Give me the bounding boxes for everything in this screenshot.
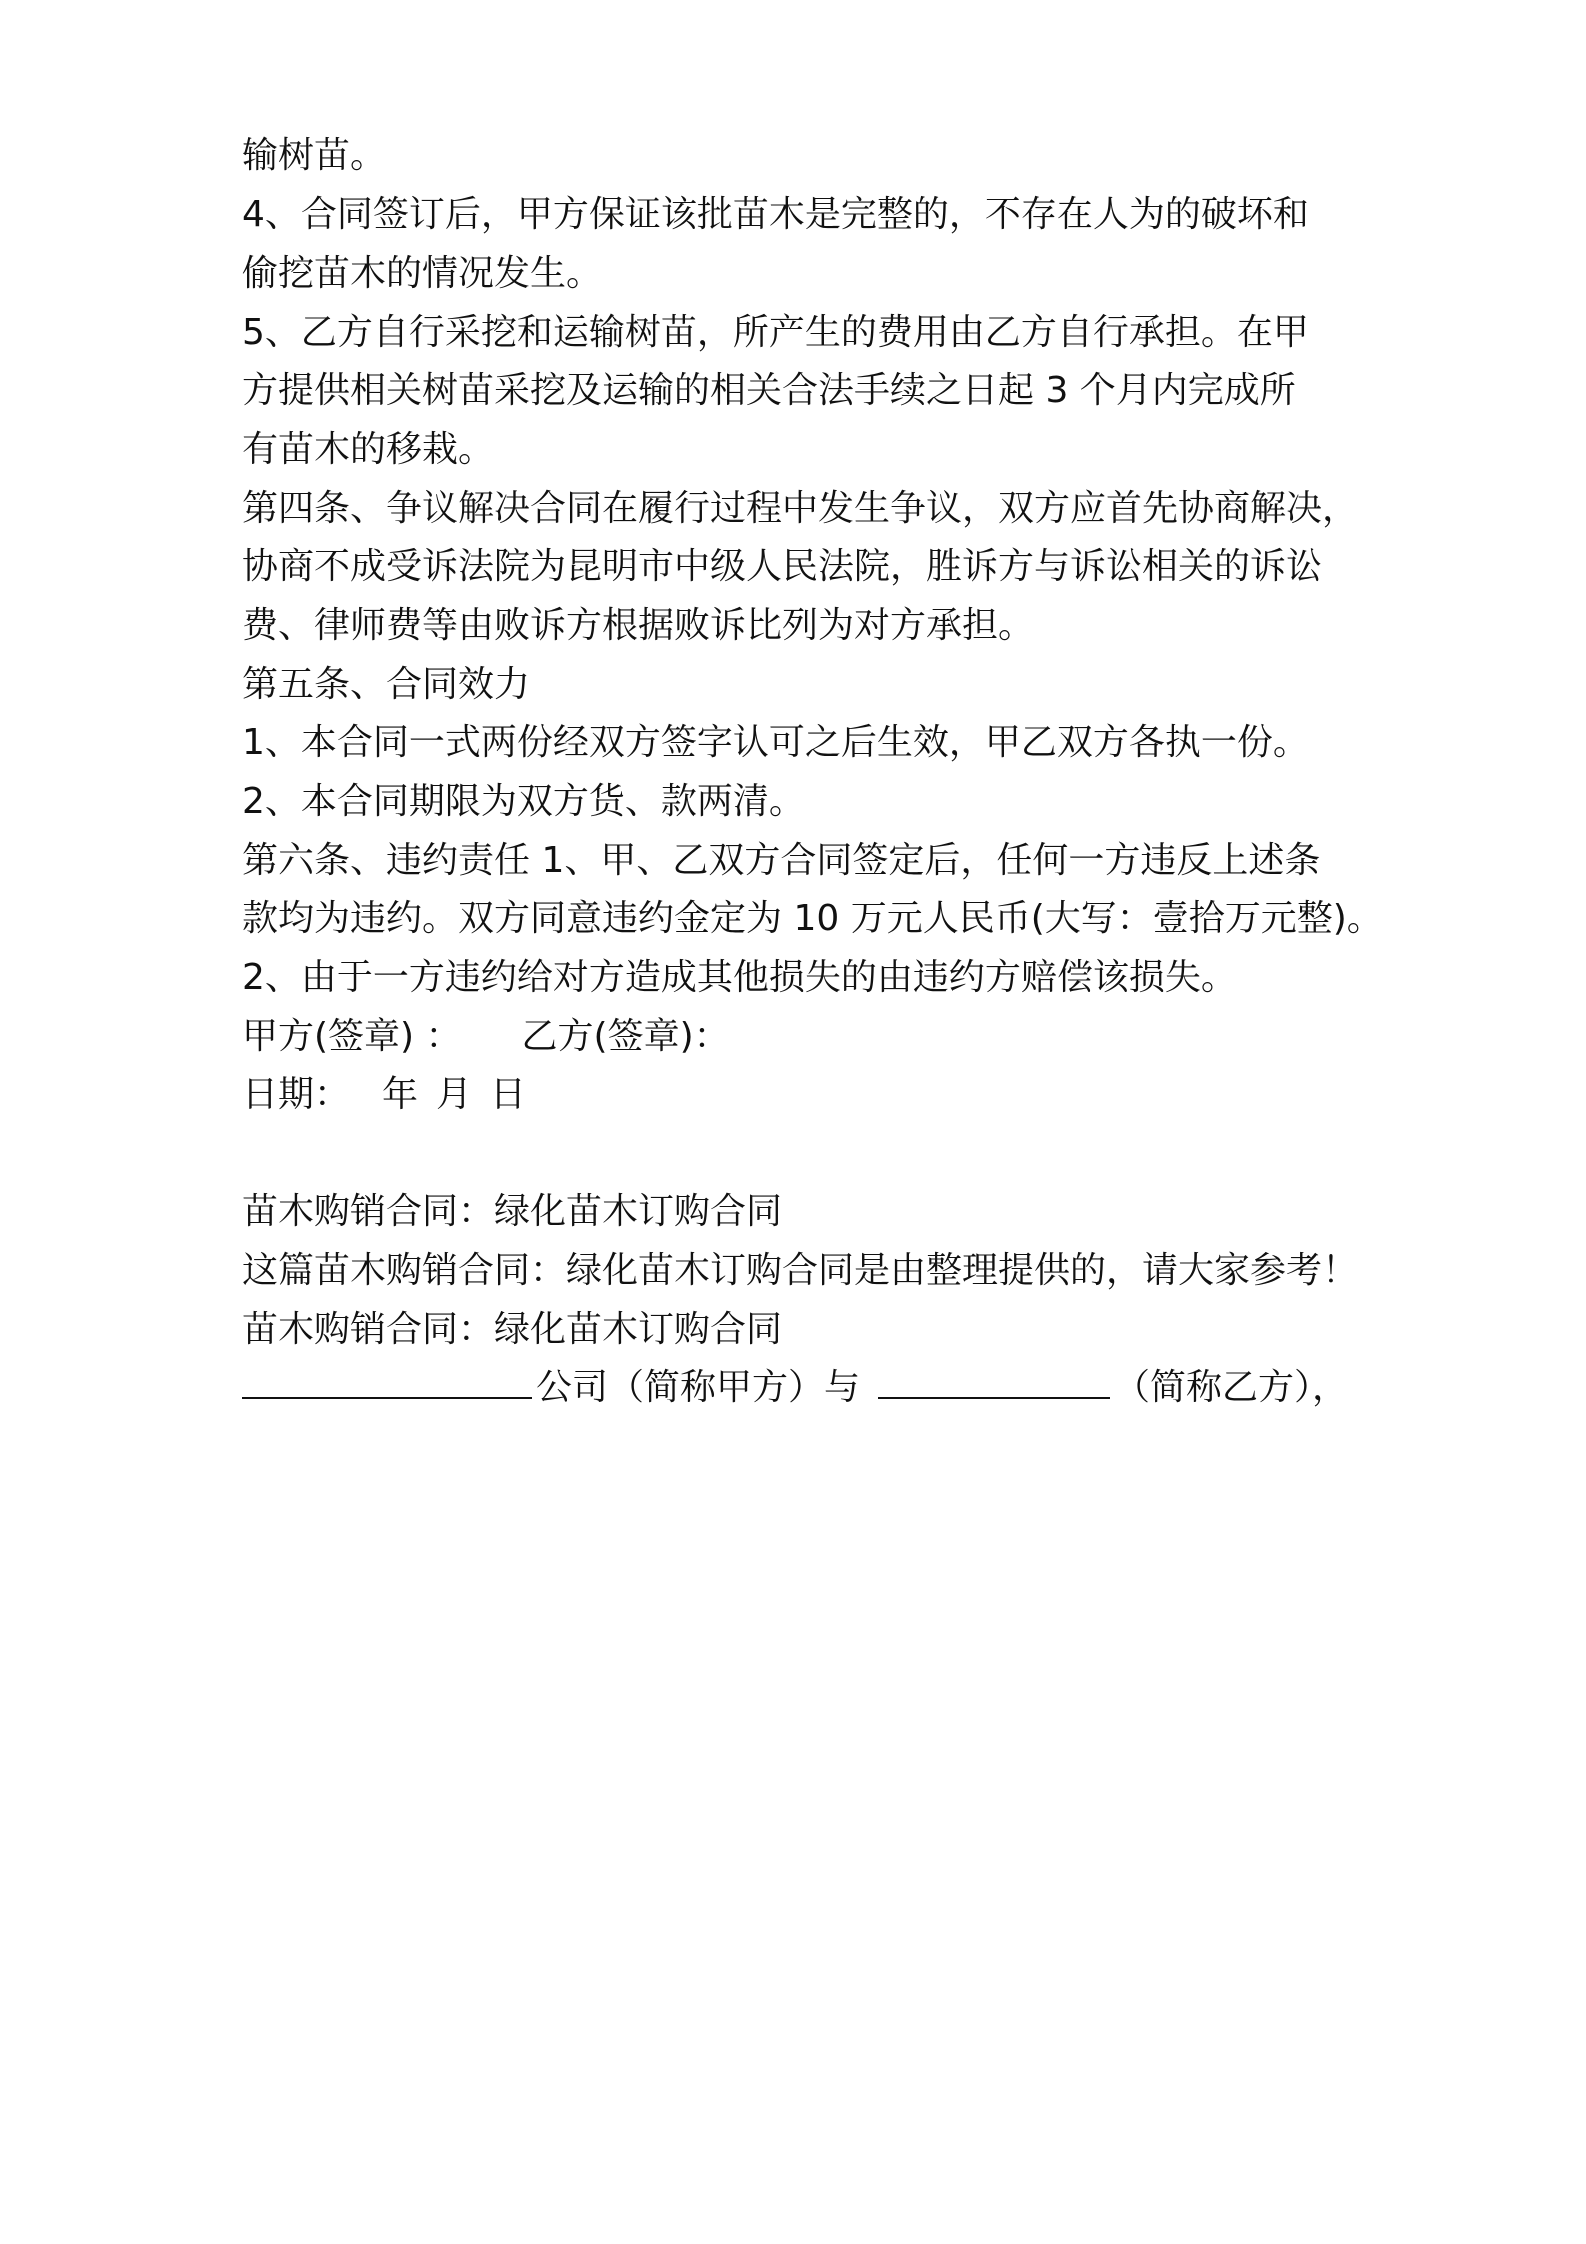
company-a-blank xyxy=(242,1367,532,1399)
clause-2: 2、本合同期限为双方货、款两清。 xyxy=(242,781,805,822)
text-line: 偷挖苗木的情况发生。 xyxy=(242,253,603,294)
parties-line xyxy=(242,1366,1348,1410)
text-line: 款均为违约。双方同意违约金定为 10 万元人民币(大写：壹拾万元整)。 xyxy=(242,898,1383,939)
clause-5: 5、乙方自行采挖和运输树苗，所产生的费用由乙方自行承担。在甲 xyxy=(242,312,1309,353)
clause-2-liability: 2、由于一方违约给对方造成其他损失的由违约方赔偿该损失。 xyxy=(242,957,1237,998)
section-title: 苗木购销合同：绿化苗木订购合同 xyxy=(242,1191,783,1232)
signature-line xyxy=(242,1015,730,1059)
company-a-text: 公司（简称甲方）与 xyxy=(536,1367,861,1408)
party-b-signature-label: 乙方(签章)： xyxy=(521,1016,730,1057)
intro-line: 这篇苗木购销合同：绿化苗木订购合同是由整理提供的，请大家参考！ xyxy=(242,1250,1359,1291)
article-6-heading: 第六条、违约责任 1、甲、乙双方合同签定后，任何一方违反上述条 xyxy=(242,840,1321,881)
text-line: 方提供相关树苗采挖及运输的相关合法手续之日起 3 个月内完成所 xyxy=(242,370,1296,411)
article-5-heading: 第五条、合同效力 xyxy=(242,664,531,705)
text-line: 协商不成受诉法院为昆明市中级人民法院，胜诉方与诉讼相关的诉讼 xyxy=(242,546,1323,587)
text-line: 输树苗。 xyxy=(242,135,387,176)
text-line: 费、律师费等由败诉方根据败诉比列为对方承担。 xyxy=(242,605,1035,646)
date-month: 月 xyxy=(436,1074,473,1115)
text-line: 有苗木的移栽。 xyxy=(242,429,495,470)
article-4-heading: 第四条、争议解决合同在履行过程中发生争议，双方应首先协商解决， xyxy=(242,488,1359,529)
clause-1: 1、本合同一式两份经双方签字认可之后生效，甲乙双方各执一份。 xyxy=(242,722,1309,763)
date-year: 年 xyxy=(382,1074,419,1115)
date-line xyxy=(242,1073,526,1117)
date-label: 日期： xyxy=(242,1074,351,1115)
party-b-blank xyxy=(878,1367,1110,1399)
party-a-signature-label: 甲方(签章) ： xyxy=(242,1016,462,1057)
date-day: 日 xyxy=(490,1074,527,1115)
clause-4: 4、合同签订后，甲方保证该批苗木是完整的，不存在人为的破坏和 xyxy=(242,194,1309,235)
party-b-text: （简称乙方）， xyxy=(1114,1367,1349,1408)
section-title: 苗木购销合同：绿化苗木订购合同 xyxy=(242,1309,783,1350)
